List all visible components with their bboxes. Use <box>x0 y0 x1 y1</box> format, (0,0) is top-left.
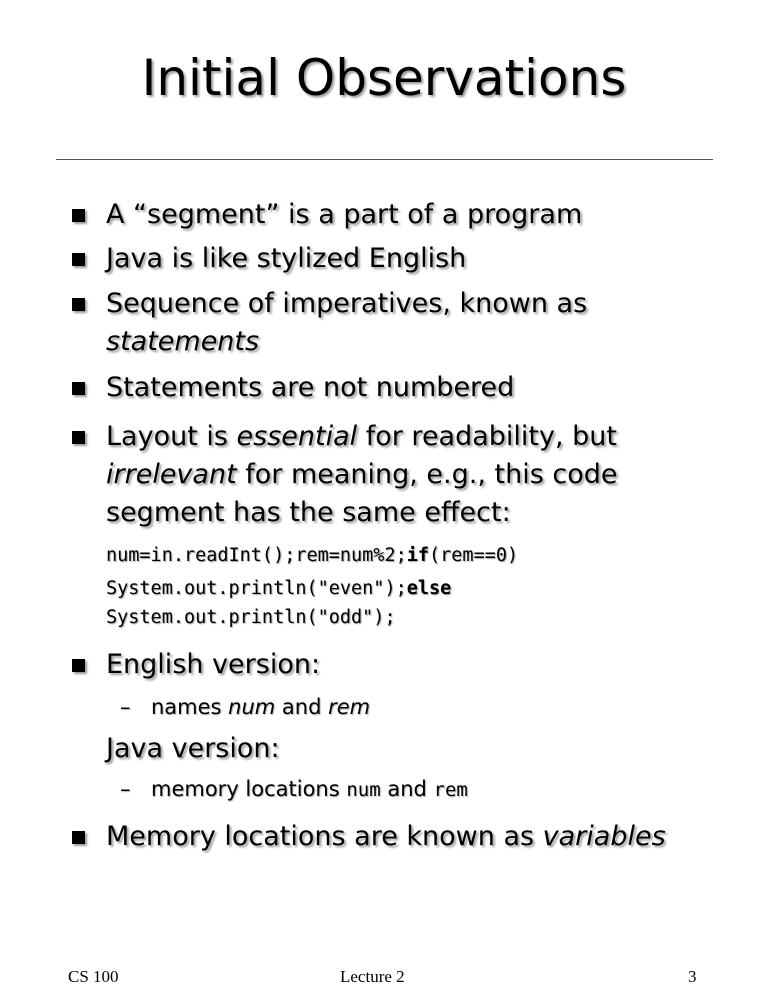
code-line-2: System.out.println("even");else <box>106 578 452 599</box>
footer-course: CS 100 <box>68 967 119 986</box>
footer-page-number: 3 <box>688 967 697 986</box>
square-bullet-icon <box>72 431 85 444</box>
square-bullet-icon <box>72 298 85 311</box>
code-line-1: num=in.readInt();rem=num%2;if(rem==0) <box>106 545 519 566</box>
square-bullet-icon <box>72 382 85 395</box>
title-divider <box>56 159 713 160</box>
slide-title: Initial Observations <box>141 49 627 107</box>
code-line-3: System.out.println("odd"); <box>106 607 396 628</box>
square-bullet-icon <box>72 253 85 266</box>
square-bullet-icon <box>72 659 85 672</box>
square-bullet-icon <box>72 209 85 222</box>
footer-lecture: Lecture 2 <box>340 967 405 986</box>
square-bullet-icon <box>72 831 85 844</box>
java-version-label: Java version: <box>106 733 280 764</box>
